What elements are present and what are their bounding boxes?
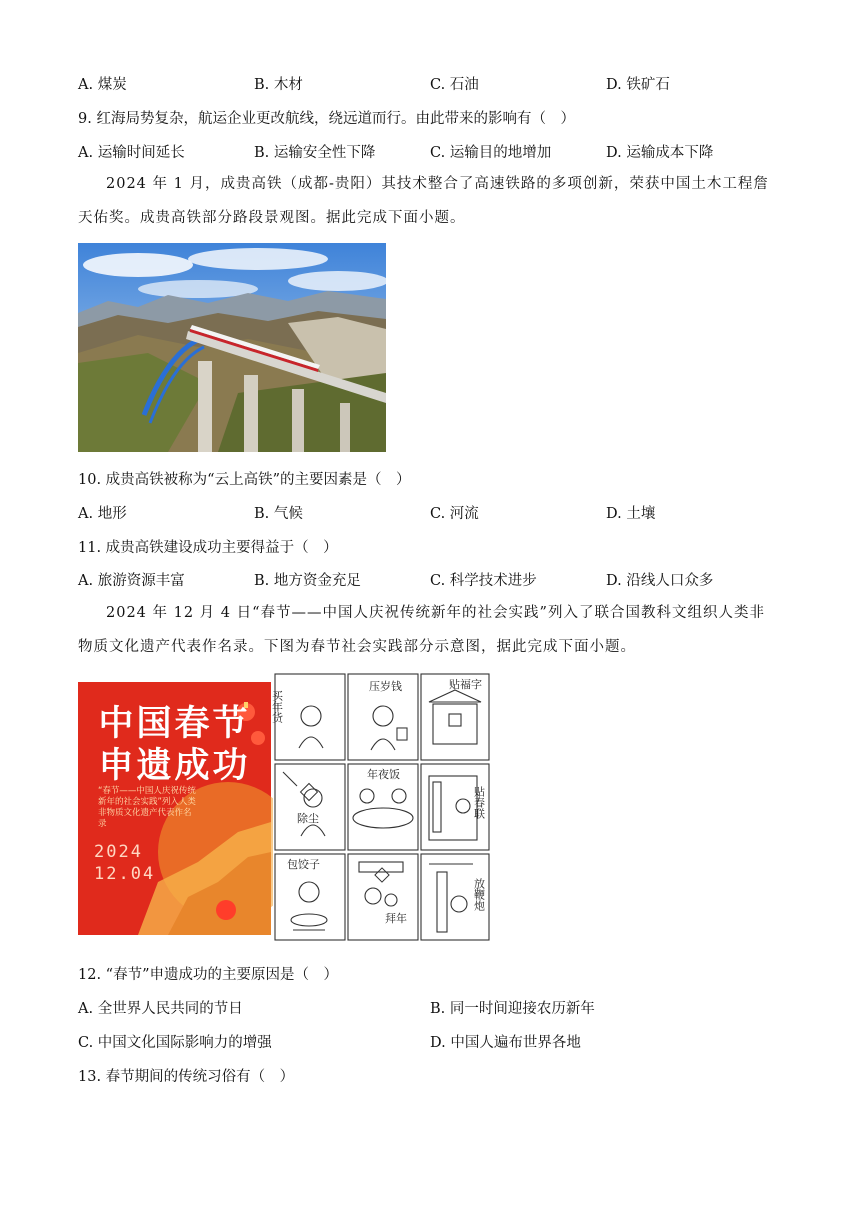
label-firecrackers: 放鞭炮 [472,878,486,911]
label-dumplings: 包饺子 [287,858,320,871]
label-fu-char: 贴福字 [449,678,482,691]
q8-option-a: A. 煤炭 [78,77,127,93]
q11-option-d: D. 沿线人口众多 [606,573,714,589]
q11-option-b: B. 地方资金充足 [254,573,361,589]
railway-bridge-photo [78,243,386,452]
q12-option-b: B. 同一时间迎接农历新年 [430,1001,595,1017]
label-lucky-money: 压岁钱 [369,680,402,693]
q10-stem: 10. 成贵高铁被称为“云上高铁”的主要因素是（ ） [78,472,411,488]
q9-option-b: B. 运输安全性下降 [254,145,376,161]
q12-option-d: D. 中国人遍布世界各地 [430,1035,581,1051]
passage-railway: 2024 年 1 月，成贵高铁（成都-贵阳）其技术整合了高速铁路的多项创新，荣获中国土木工程詹天佑奖。成贵高铁部分路段景观图。据此完成下面小题。 [78,176,769,226]
q8-option-c: C. 石油 [430,77,479,93]
q9-option-d: D. 运输成本下降 [606,145,714,161]
q8-option-d: D. 铁矿石 [606,77,670,93]
q9-option-c: C. 运输目的地增加 [430,145,552,161]
q10-option-a: A. 地形 [78,506,127,522]
q13-stem: 13. 春节期间的传统习俗有（ ） [78,1069,295,1085]
q12-option-a: A. 全世界人民共同的节日 [78,1001,243,1017]
passage-spring-festival: 2024 年 12 月 4 日“春节——中国人庆祝传统新年的社会实践”列入了联合国教科文组织人类非物质文化遗产代表作名录。下图为春节社会实践部分示意图，据此完成下面小题。 [78,605,765,655]
poster-title-line2: 申遗成功 [98,746,251,786]
q9-stem: 9. 红海局势复杂，航运企业更改航线，绕远道而行。由此带来的影响有（ ） [78,111,575,127]
label-reunion-dinner: 年夜饭 [367,768,400,781]
q11-option-c: C. 科学技术进步 [430,573,537,589]
q11-option-a: A. 旅游资源丰富 [78,573,185,589]
spring-festival-poster [78,682,271,935]
q10-option-b: B. 气候 [254,506,303,522]
q12-stem: 12. “春节”申遗成功的主要原因是（ ） [78,967,338,983]
q11-stem: 11. 成贵高铁建设成功主要得益于（ ） [78,540,338,556]
q10-option-c: C. 河流 [430,506,479,522]
poster-day: 12.04 [94,864,156,884]
q12-option-c: C. 中国文化国际影响力的增强 [78,1035,272,1051]
poster-title-line1: 中国春节 [98,704,251,744]
q8-option-b: B. 木材 [254,77,303,93]
poster-caption: “春节——中国人庆祝传统新年的社会实践”列入人类非物质文化遗产代表作名录 [98,786,196,829]
q10-option-d: D. 土壤 [606,506,656,522]
label-couplets: 贴春联 [472,786,486,819]
spring-festival-customs-sketch [270,668,491,946]
label-buy-goods: 买年货 [270,690,284,723]
q9-option-a: A. 运输时间延长 [78,145,185,161]
poster-year: 2024 [94,842,143,862]
label-new-year-visit: 拜年 [385,912,407,925]
label-dusting: 除尘 [297,812,319,825]
